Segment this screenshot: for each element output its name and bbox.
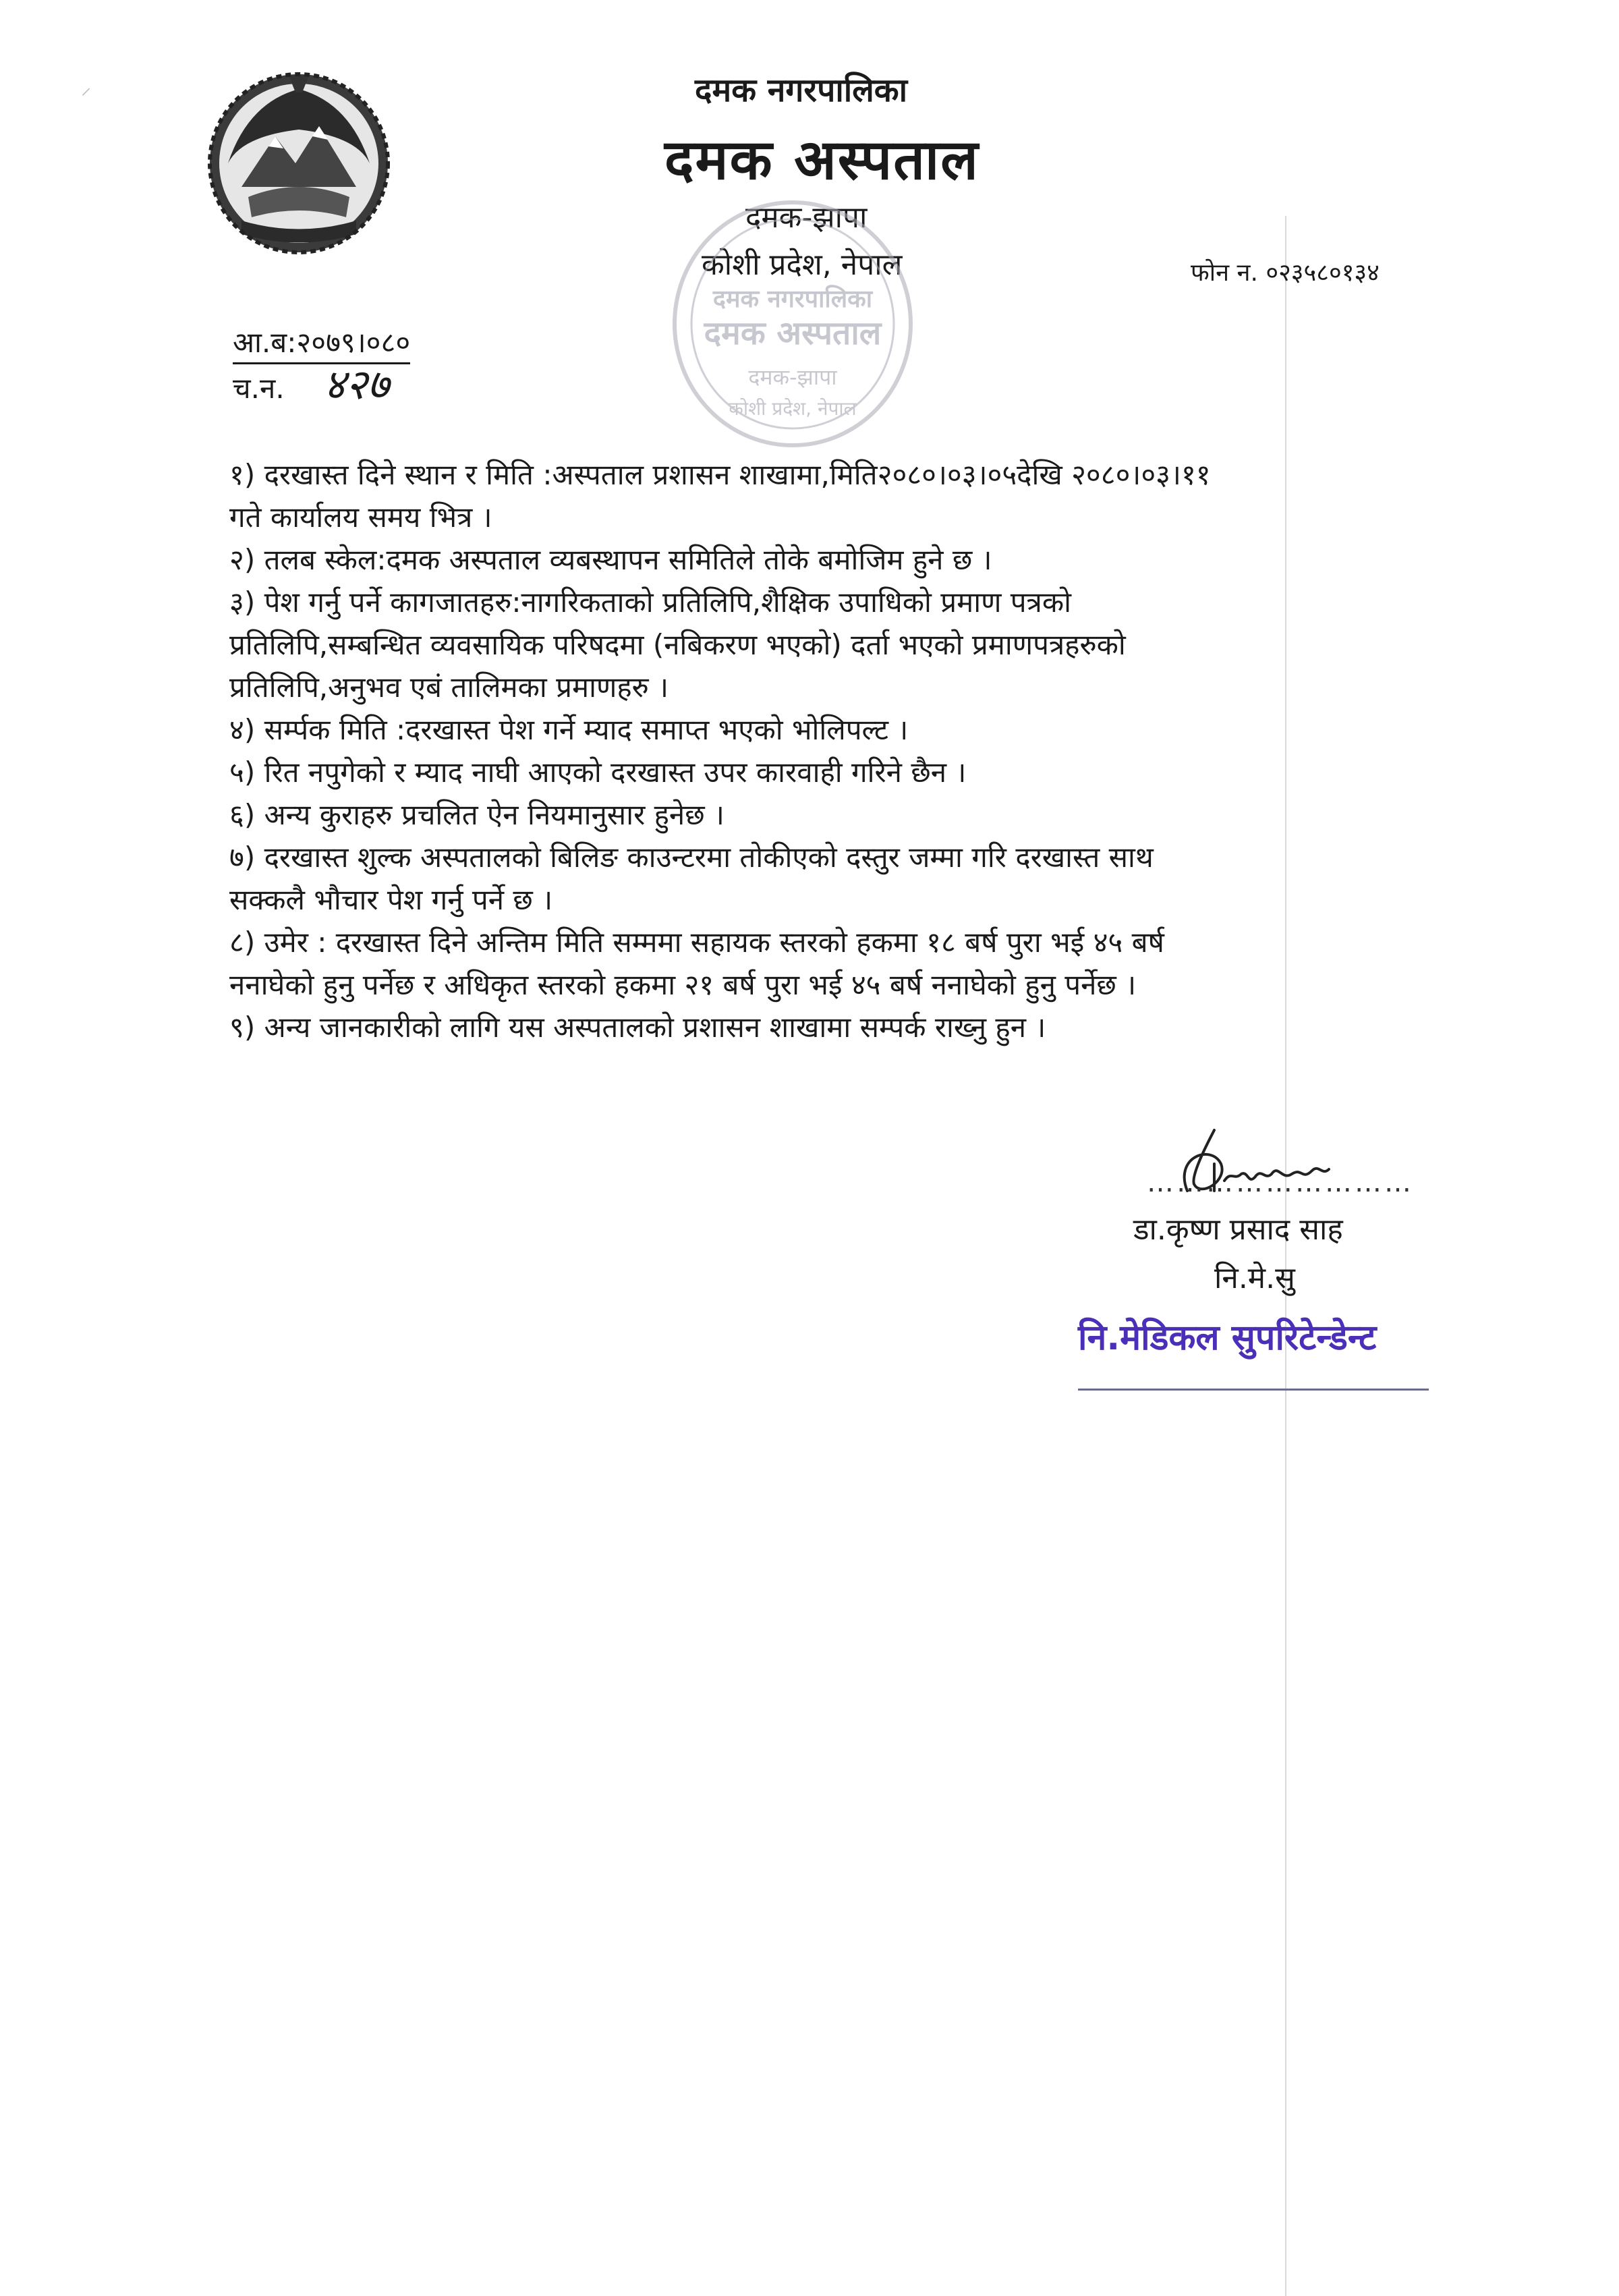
notice-line: प्रतिलिपि,सम्बन्धित व्यवसायिक परिषदमा (नबिकरण भएको) दर्ता भएको प्रमाणपत्रहरुको (229, 628, 1126, 661)
scan-speck: ⸍ (81, 84, 91, 108)
notice-line: ९) अन्य जानकारीको लागि यस अस्पतालको प्रशासन शाखामा सम्पर्क राख्नु हुन । (229, 1011, 1046, 1044)
dispatch-number: ४२७ (324, 360, 389, 409)
seal-text-3: दमक-झापा (748, 364, 837, 390)
hospital-province: कोशी प्रदेश, नेपाल (702, 248, 903, 282)
stamp-underline (1078, 1389, 1429, 1391)
dispatch-label: च.न. (233, 372, 285, 405)
notice-line: प्रतिलिपि,अनुभव एबं तालिमका प्रमाणहरु । (229, 671, 669, 704)
signatory-name: डा.कृष्ण प्रसाद साह (1133, 1212, 1343, 1247)
seal-text-4: कोशी प्रदेश, नेपाल (729, 397, 857, 420)
hospital-name: दमक अस्पताल (664, 128, 979, 192)
notice-line: ननाघेको हुनु पर्नेछ र अधिकृत स्तरको हकमा २१ बर्ष पुरा भई ४५ बर्ष ननाघेको हुनु पर्नेछ । (229, 968, 1137, 1001)
notice-body (229, 453, 1417, 1048)
seal-text-1: दमक नगरपालिका (712, 285, 873, 313)
phone-number: फोन न. ०२३५८०१३४ (1191, 259, 1380, 287)
notice-line: सक्कलै भौचार पेश गर्नु पर्ने छ । (229, 883, 553, 916)
nepal-emblem-icon (201, 62, 397, 258)
municipality-name: दमक नगरपालिका (695, 72, 908, 109)
hospital-city: दमक-झापा (745, 200, 868, 235)
notice-line: १) दरखास्त दिने स्थान र मिति :अस्पताल प्रशासन शाखामा,मिति२०८०।०३।०५देखि २०८०।०३।११ (229, 458, 1211, 491)
signatory-title: नि.मे.सु (1214, 1261, 1295, 1295)
notice-line: ३) पेश गर्नु पर्ने कागजातहरु:नागरिकताको प्रतिलिपि,शैक्षिक उपाधिको प्रमाण पत्रको (229, 586, 1071, 619)
notice-line: ७) दरखास्त शुल्क अस्पतालको बिलिङ काउन्टरमा तोकीएको दस्तुर जम्मा गरि दरखास्त साथ (229, 841, 1154, 874)
seal-text-2: दमक अस्पताल (704, 314, 882, 352)
notice-line: ४) सर्म्पक मिति :दरखास्त पेश गर्ने म्याद समाप्त भएको भोलिपल्ट । (229, 713, 909, 746)
notice-line: ६) अन्य कुराहरु प्रचलित ऐन नियमानुसार हुनेछ । (229, 798, 725, 831)
signature-dots: ……………………… (1147, 1167, 1414, 1198)
notice-line: ८) उमेर : दरखास्त दिने अन्तिम मिति सम्ममा सहायक स्तरको हकमा १८ बर्ष पुरा भई ४५ बर्ष (229, 926, 1164, 959)
designation-stamp: नि.मेडिकल सुपरिटेन्डेन्ट (1078, 1318, 1377, 1358)
notice-line: ५) रित नपुगेको र म्याद नाघी आएको दरखास्त उपर कारवाही गरिने छैन । (229, 756, 967, 789)
office-seal (668, 182, 917, 452)
fiscal-year: आ.ब:२०७९।०८० (233, 323, 410, 364)
notice-line: २) तलब स्केल:दमक अस्पताल व्यबस्थापन समितिले तोके बमोजिम हुने छ । (229, 543, 992, 576)
notice-line: गते कार्यालय समय भित्र । (229, 501, 492, 534)
